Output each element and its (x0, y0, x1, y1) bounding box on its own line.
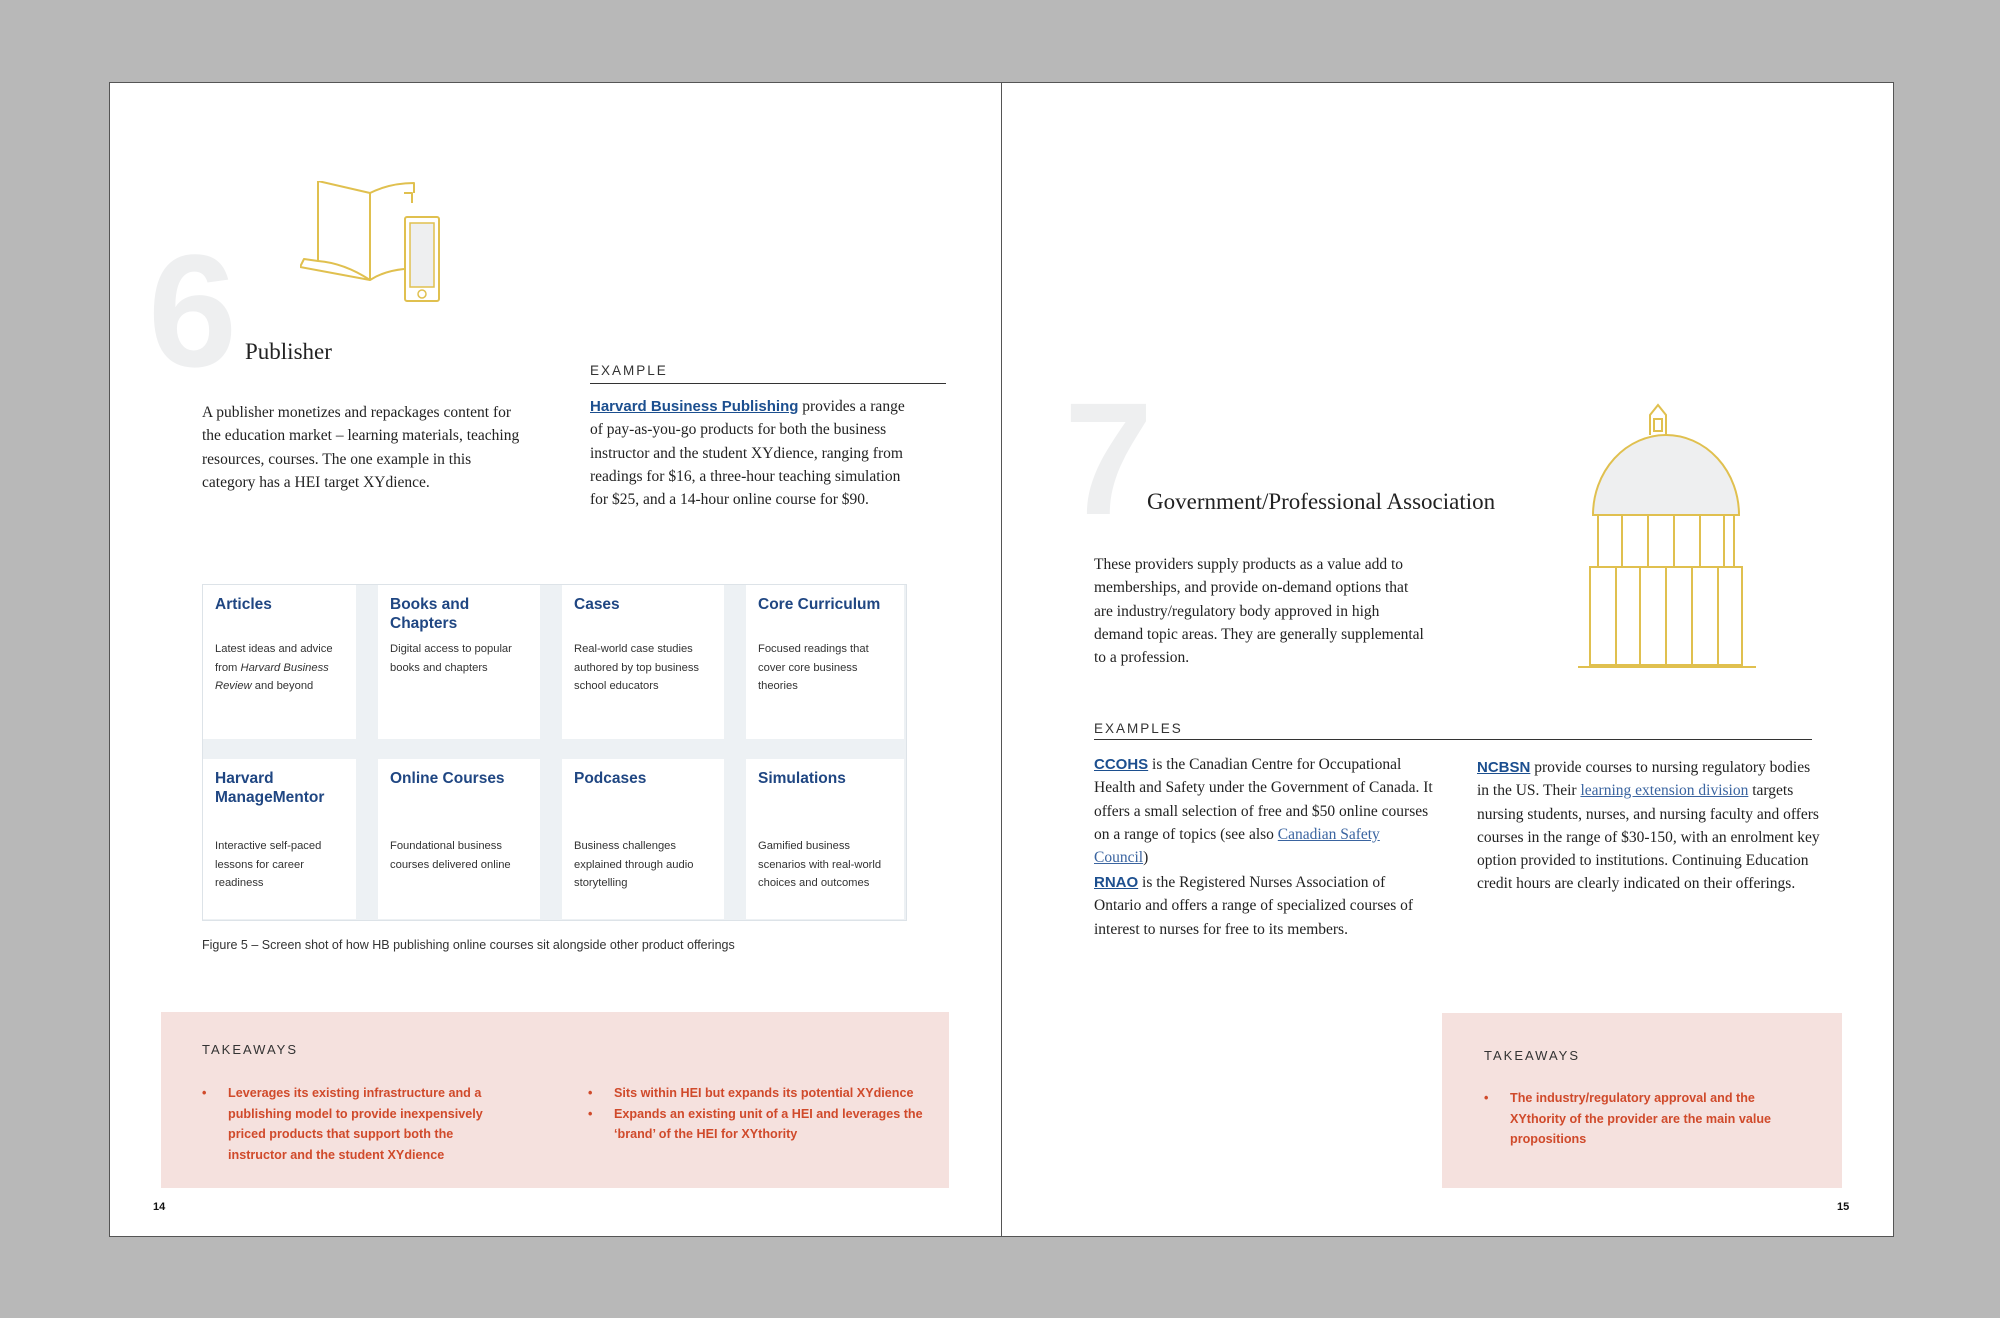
product-tile-managementor[interactable] (203, 759, 356, 919)
product-tile-books[interactable] (378, 585, 540, 739)
ncbsn-link[interactable]: NCBSN (1477, 759, 1531, 776)
ncbsn-paragraph: NCBSN provide courses to nursing regulatory bodies in the US. Their learning extension division targets nursing students, nurses, and nursing faculty and offers courses in the range of $30-150, with an enrolment key option provided to institutions. Continuing Education credit hours are clearly indicated on their offerings. (1477, 759, 1820, 893)
rnao-paragraph: RNAO is the Registered Nurses Association of Ontario and offers a range of specialized courses of interest to nurses for free to its members. (1094, 874, 1414, 938)
section-number: 6 (148, 221, 237, 400)
examples-label: EXAMPLES (1094, 721, 1183, 736)
product-tile-core-curriculum[interactable] (746, 585, 904, 739)
section-title: Publisher (245, 339, 332, 364)
intro-paragraph: A publisher monetizes and repackages content for the education market – learning materials, teaching resources, courses. The one example in this category has a HEI target XYdience. (202, 404, 520, 491)
tile-title: Articles (215, 596, 272, 613)
section-number: 7 (1064, 369, 1153, 548)
page-right (1001, 82, 1894, 1237)
tile-desc: Business challenges explained through audio storytelling (574, 840, 694, 889)
tile-desc: Latest ideas and advice from Harvard Business Review and beyond (215, 643, 333, 692)
example-rule (590, 383, 946, 384)
takeaway-item: • Expands an existing unit of a HEI and leverages the ‘brand’ of the HEI for XYthority (588, 1104, 928, 1145)
government-building-icon (1578, 403, 1758, 671)
tile-title: Simulations (758, 770, 846, 787)
tile-title: Online Courses (390, 770, 505, 787)
takeaway-item: • Sits within HEI but expands its potential XYdience (588, 1083, 928, 1104)
ccohs-paragraph: CCOHS is the Canadian Centre for Occupational Health and Safety under the Government of Canada. It offers a small selection of free and $50 online courses on a range of topics (see also Canadian Safety Council) (1094, 756, 1433, 867)
section-title: Government/Professional Association (1147, 489, 1496, 514)
tile-desc: Gamified business scenarios with real-world choices and outcomes (758, 840, 882, 889)
tile-title: Harvard ManageMentor (215, 770, 325, 806)
examples-rule (1094, 739, 1812, 740)
tile-title: Cases (574, 596, 620, 613)
takeaway-item: • The industry/regulatory approval and the XYthority of the provider are the main value propositions (1484, 1088, 1784, 1150)
page-left (109, 82, 1002, 1237)
tile-desc: Real-world case studies authored by top business school educators (574, 643, 700, 692)
book-tablet-icon (300, 181, 440, 309)
product-tile-cases[interactable] (562, 585, 724, 739)
product-grid (202, 584, 907, 921)
takeaways-label: TAKEAWAYS (202, 1042, 299, 1057)
tile-desc: Interactive self-paced lessons for career readiness (215, 840, 322, 889)
tile-title: Books and Chapters (390, 596, 470, 632)
tile-desc: Digital access to popular books and chapters (390, 643, 512, 674)
takeaway-item: • Leverages its existing infrastructure and a publishing model to provide inexpensively priced products that support both the instructor and the student XYdience (202, 1083, 502, 1165)
rnao-link[interactable]: RNAO (1094, 874, 1139, 891)
product-tile-simulations[interactable] (746, 759, 904, 919)
tile-title: Core Curriculum (758, 596, 881, 613)
ccohs-link[interactable]: CCOHS (1094, 756, 1149, 773)
takeaways-box (161, 1012, 949, 1188)
takeaways-list-col2 (588, 1083, 928, 1145)
takeaways-label: TAKEAWAYS (1484, 1048, 1581, 1063)
product-tile-podcases[interactable] (562, 759, 724, 919)
learning-extension-division-link[interactable]: learning extension division (1580, 782, 1749, 800)
tile-desc: Foundational business courses delivered online (390, 840, 511, 871)
figure-caption: Figure 5 – Screen shot of how HB publishing online courses sit alongside other product offerings (202, 938, 735, 952)
intro-paragraph: These providers supply products as a value add to memberships, and provide on-demand options that are industry/regulatory body approved in high demand topic areas. They are generally supplemental to a profession. (1094, 556, 1424, 667)
page-number: 15 (1837, 1201, 1850, 1213)
tile-desc: Focused readings that cover core business theories (758, 643, 869, 692)
canadian-safety-council-link[interactable]: Canadian Safety Council (1094, 825, 1380, 867)
takeaways-list-col1 (202, 1083, 502, 1165)
harvard-business-publishing-link[interactable]: Harvard Business Publishing (590, 398, 799, 415)
product-tile-articles[interactable] (203, 585, 356, 739)
takeaways-box (1442, 1013, 1842, 1188)
product-tile-online-courses[interactable] (378, 759, 540, 919)
example-label: EXAMPLE (590, 363, 668, 378)
takeaways-list (1484, 1088, 1784, 1150)
example-paragraph: Harvard Business Publishing provides a range of pay-as-you-go products for both the business instructor and the student XYdience, ranging from readings for $16, a three-hour teaching simulation for $25, and a 14-hour online course for $90. (590, 398, 905, 509)
page-number: 14 (153, 1201, 166, 1213)
tile-title: Podcases (574, 770, 647, 787)
